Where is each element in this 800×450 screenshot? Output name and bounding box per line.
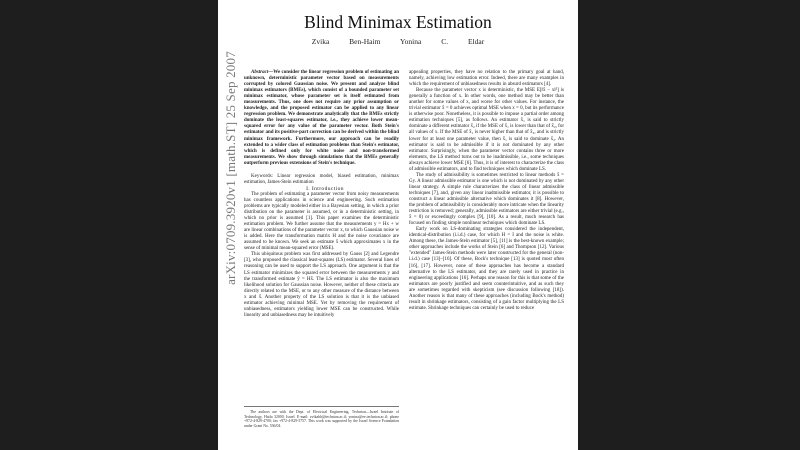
intro-paragraph-2: This ubiquitous problem was first addressed by Gauss [2] and Legendre [3], who proposed the classical least-squares (LS) estimator. Several lines of reasoning can be used to support the LS approach. One argument is that the LS estimator minimizes the squared error between the measurements y and the transformed estimate ŷ = Hx̂. The LS estimator is also the maximum likelihood solution for Gaussian noise. However, neither of these criteria are directly related to the MSE, or to any other measure of the distance between x and x̂. Another property of the LS solution is that it is the unbiased estimator achieving minimal MSE. Yet by removing the requirement of unbiasedness, estimators yielding lower MSE can be constructed. While linearity and unbiasedness may be intuitively: [244, 252, 399, 318]
right-paragraph-2: Because the parameter vector x is deterministic, the MSE E[‖x̂ − x‖²] is generally a function of x. In other words, one method may be better than another for some values of x, and worse for other values. For instance, the trivial estimator x̂ = 0 achieves optimal MSE when x = 0, but its performance is otherwise poor. Nonetheless, it is possible to impose a partial order among estimation techniques [5], as follows. An estimator x̂₁ is said to strictly dominate a different estimator x̂₂ if the MSE of x̂₁ is lower than that of x̂₂, for all values of x. If the MSE of x̂₁ is never higher than that of x̂₂, and is strictly lower for at least one parameter value, then x̂₁ is said to dominate x̂₂. An estimator is said to be admissible if it is not dominated by any other estimator. Surprisingly, when the parameter vector contains three or more elements, the LS method turns out to be inadmissible, i.e., some techniques always achieve lower MSE [6]. Thus, it is of interest to characterize the class of admissible estimators, and to find techniques which dominate LS.: [409, 88, 564, 172]
paper-page: [218, 0, 578, 450]
section-heading: I. Introduction: [306, 185, 344, 192]
abstract: [244, 70, 399, 167]
arxiv-identifier: [224, 0, 238, 450]
keywords: Keywords: Linear regression model, biased estimation, minimax estimation, James-Stein estimation: [244, 173, 399, 185]
right-column: [409, 70, 564, 312]
abstract-text: —We consider the linear regression problem of estimating an unknown, deterministic parameter vector based on measurements corrupted by colored Gaussian noise. We present and analyze blind minimax estimators (BMEs), which consist of a bounded parameter set minimax estimator, whose parameter set is itself estimated from measurements. Thus, one does not require any prior assumption or knowledge, and the proposed estimator can be applied to any linear regression problem. We demonstrate analytically that the BMEs strictly dominate the least-squares estimator, i.e., they achieve lower mean-squared error for any value of the parameter vector. Both Stein's estimator and its positive-part correction can be derived within the blind minimax framework. Furthermore, our approach can be readily extended to a wider class of estimation problems than Stein's estimator, which is defined only for white noise and non-transformed measurements. We show through simulations that the BMEs generally outperform previous extensions of Stein's technique.: [244, 70, 399, 166]
arxiv-id-text: arXiv:0709.3920v1 [math.ST] 25 Sep 2007: [223, 51, 238, 285]
right-paragraph-1: appealing properties, they have no relation to the primary goal at hand, namely, achieving low estimation error. Indeed, there are many examples in which the requirement of unbiasedness results in absurd estimators [4].: [409, 70, 564, 88]
paper-title: Blind Minimax Estimation: [304, 12, 492, 32]
right-paragraph-4: Early work on LS-dominating strategies considered the independent, identical-distribution (i.i.d.) case, for which H = I and the noise is white. Among these, the James-Stein estimator [5], [11] is the best-known example; other approaches include the works of Stein [6] and Thompson [12]. Various "extended" James-Stein methods were later constructed for the general (non-i.i.d.) case [13]–[16]. Of these, Bock's technique [13] is quoted most often [16], [17]. However, none of these approaches has become a standard alternative to the LS estimator, and they are rarely used in practice in engineering applications [16]. Perhaps one reason for this is that some of the estimators are poorly justified and seem counterintuitive, and as such they are sometimes regarded with skepticism (see discussion following [18]). Another reason is that many of these approaches (including Bock's method) result in shrinkage estimators, consisting of a gain factor multiplying the LS estimate. Shrinkage techniques can certainly be used to reduce: [409, 227, 564, 311]
left-column: [244, 70, 399, 319]
right-paragraph-3: The study of admissibility is sometimes restricted to linear methods x̂ = Gy. A linear admissible estimator is one which is not dominated by any other linear strategy. A simple rule characterizes the class of linear admissible techniques [7], and, given any linear inadmissible estimator, it is possible to construct a linear admissible alternative which dominates it [8]. However, the problem of admissibility is considerably more intricate when the linearity restriction is removed; generally, admissible estimators are either trivial (e.g., x̂ = 0) or exceedingly complex [9], [10]. As a result, much research has focused on finding simple nonlinear techniques which dominate LS.: [409, 172, 564, 227]
intro-paragraph-1: The problem of estimating a parameter vector from noisy measurements has countless applications in science and engineering. Such estimation problems are typically modeled either in a Bayesian setting, in which a prior distribution on the parameter is assumed, or in a deterministic setting, in which no prior is assumed [1]. This paper examines the deterministic estimation problem. We further assume that the measurements y = Hx + w are linear combinations of the parameter vector x, to which Gaussian noise w is added. Here the transformation matrix H and the noise covariance are assumed to be known. We seek an estimate x̂ which approximates x in the sense of minimal mean-squared error (MSE).: [244, 191, 399, 252]
abstract-label: Abstract: [251, 70, 269, 75]
footnote: The authors are with the Dept. of Electrical Engineering, Technion—Israel Institute of Technology, Haifa 32000, Israel. E-mail: zvikabh@technion.ac.il; yonina@ee.technion.ac.il; phone +972-4-829-4700; fax +972-4-829-5757. This work was supported by the Israel Science Foundation under Grant No. 536/04.: [244, 406, 399, 428]
paper-authors: Zvika Ben-Haim Yonina C. Eldar: [311, 37, 485, 46]
